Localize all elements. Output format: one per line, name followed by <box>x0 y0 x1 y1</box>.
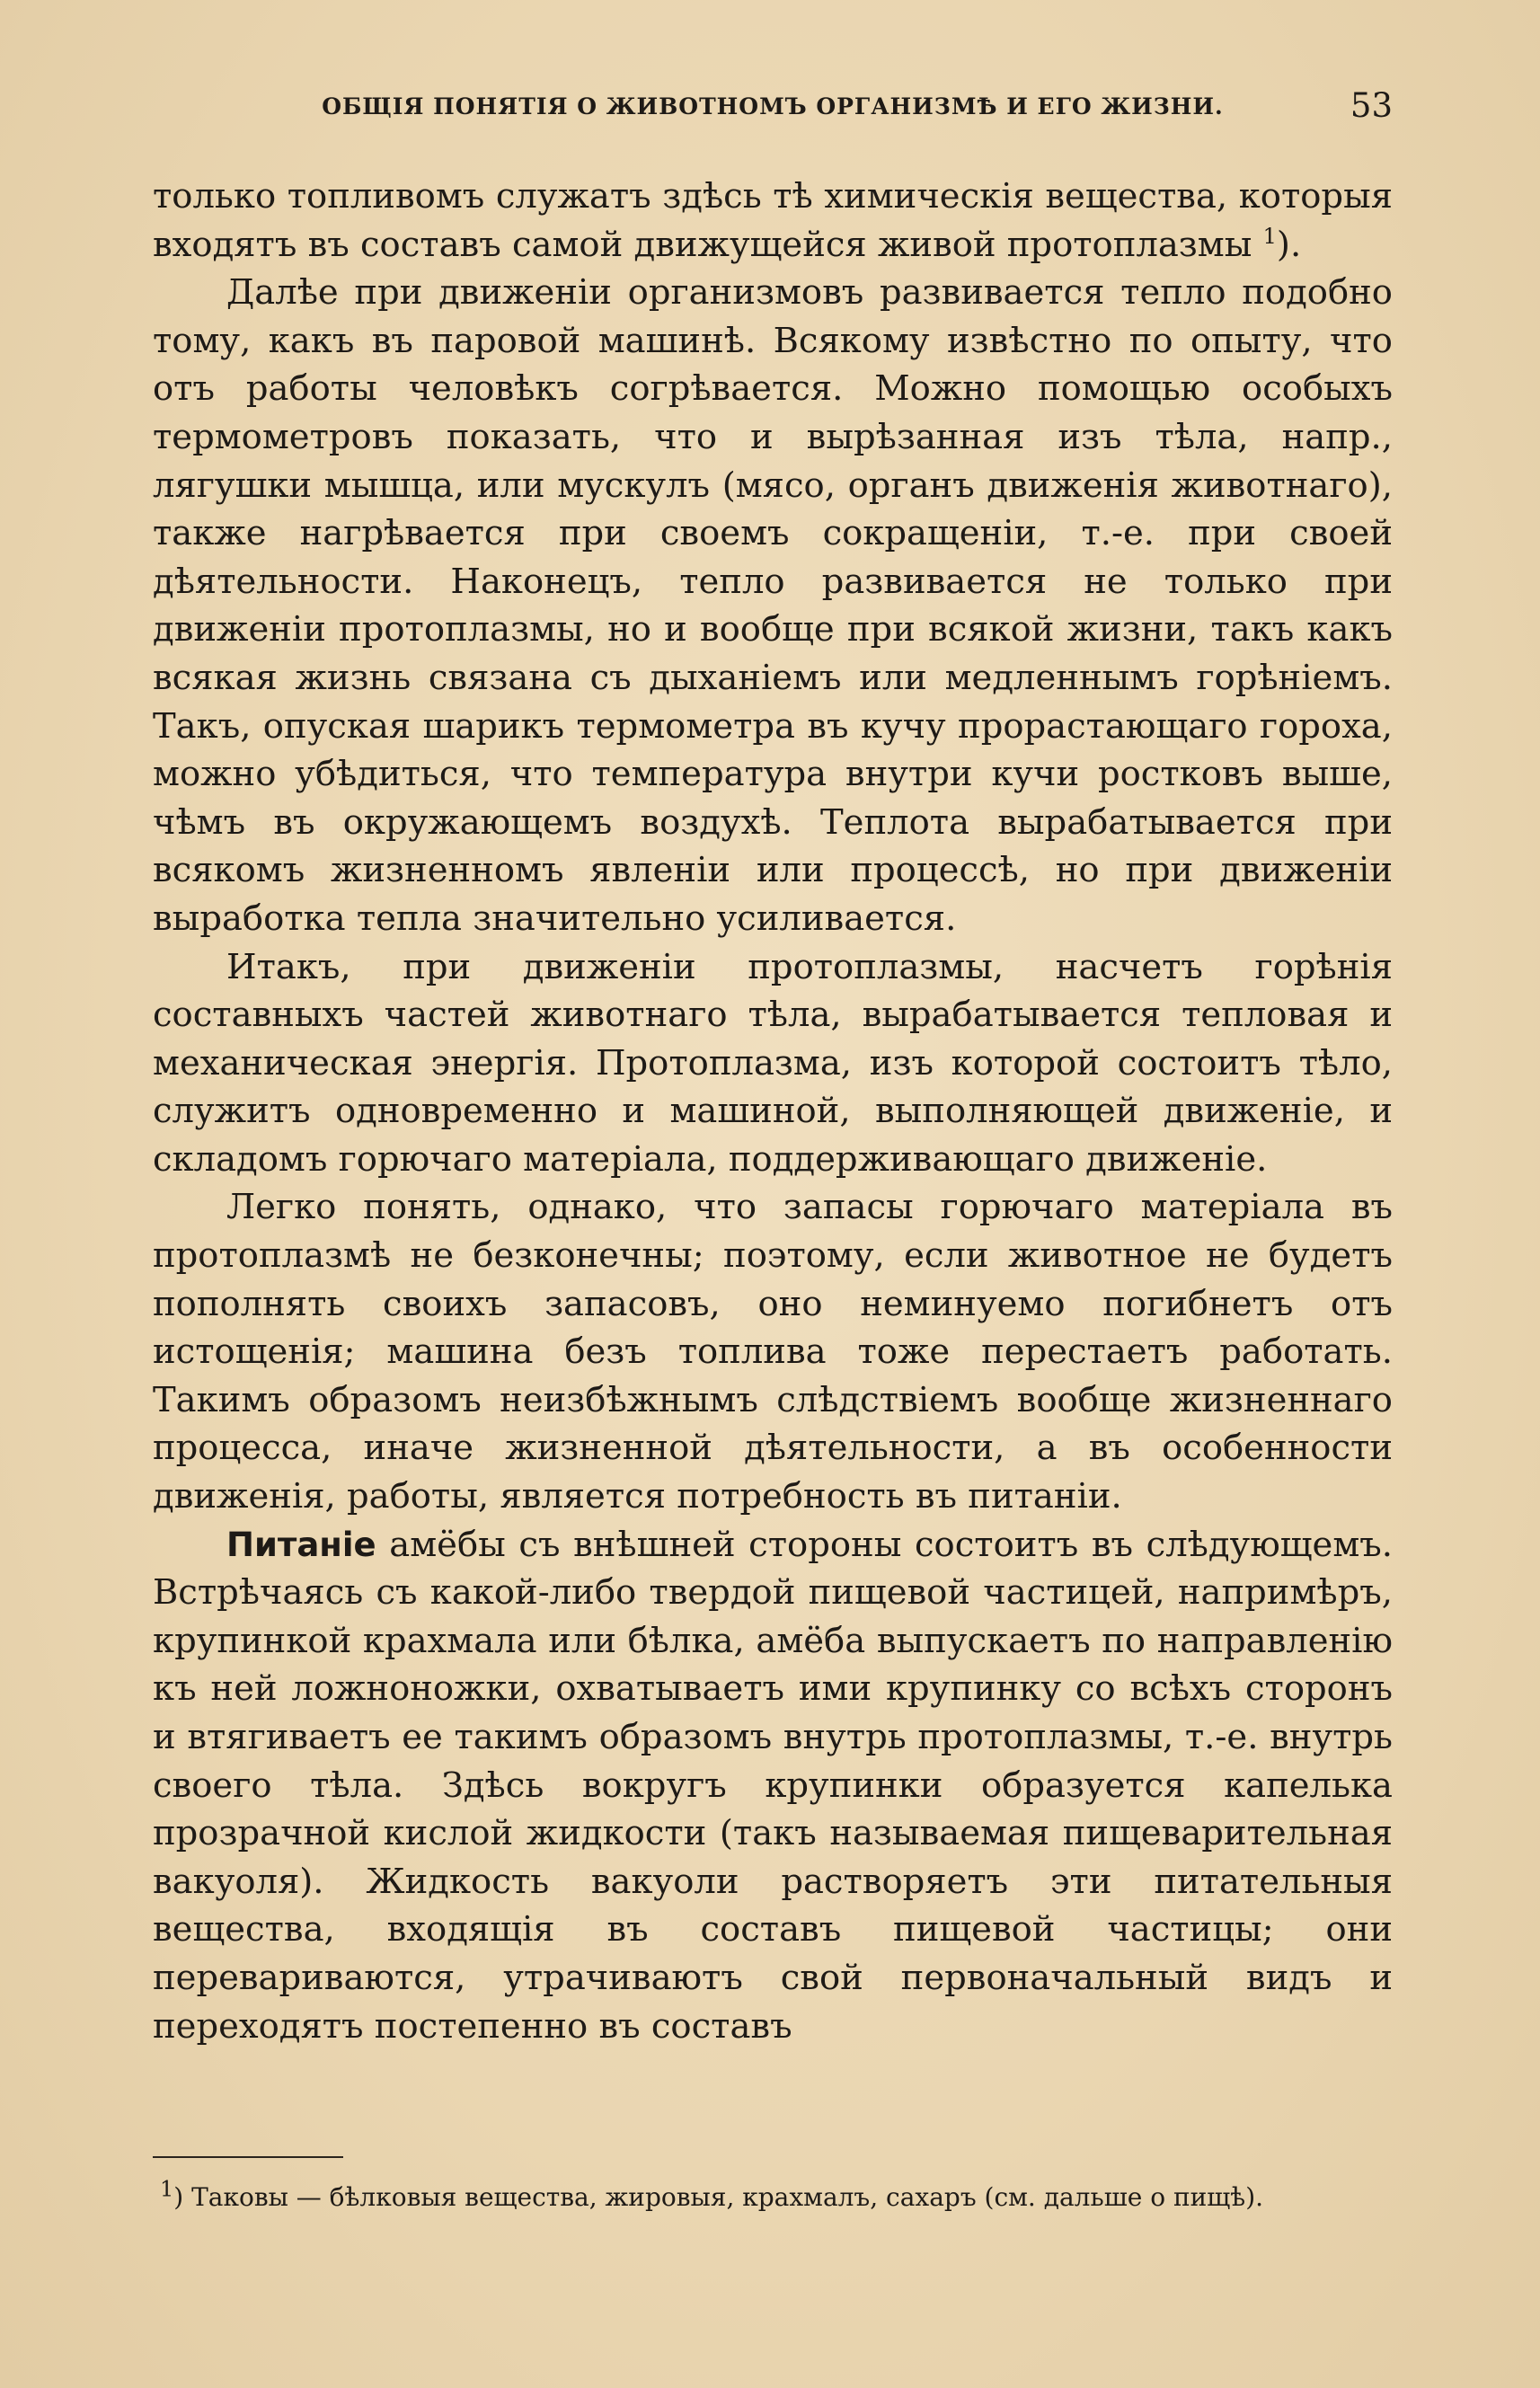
paragraph-3: Итакъ, при движеніи протоплазмы, насчетъ горѣнія составныхъ частей животнаго тѣла, вырабатывается тепловая и механическая энергія. Протоплазма, изъ которой состоитъ тѣло, служитъ одновременно и машиной, выполняющей движеніе, и складомъ горючаго матеріала, поддерживающаго движеніе. <box>153 946 1393 1180</box>
paragraph-5 <box>153 1521 1393 2051</box>
section-keyword: Питаніе <box>226 1525 376 1564</box>
footnote-reference: 1 <box>1262 223 1277 249</box>
footnote <box>160 2176 1400 2214</box>
paragraph-2: Далѣе при движеніи организмовъ развивается тепло подобно тому, какъ въ паровой машинѣ. Всякому извѣстно по опыту, что отъ работы человѣкъ согрѣвается. Можно помощью особыхъ термометровъ показать, что и вырѣзанная изъ тѣла, напр., лягушки мышца, или мускулъ (мясо, органъ движенія животнаго), также нагрѣвается при своемъ сокращеніи, т.-е. при своей дѣятельности. Наконецъ, тепло развивается не только при движеніи протоплазмы, но и вообще при всякой жизни, такъ какъ всякая жизнь связана съ дыханіемъ или медленнымъ горѣніемъ. Такъ, опуская шарикъ термометра въ кучу прорастающаго гороха, можно убѣдиться, что температура внутри кучи ростковъ выше, чѣмъ въ окружающемъ воздухѣ. Теплота вырабатывается при всякомъ жизненномъ явленіи или процессѣ, но при движеніи выработка тепла значительно усиливается. <box>153 272 1393 939</box>
body-text <box>153 172 1393 2050</box>
footnote-marker: 1 <box>160 2176 174 2202</box>
paragraph-4: Легко понять, однако, что запасы горючаго матеріала въ протоплазмѣ не безконечны; поэтому, если животное не будетъ пополнять своихъ запасовъ, оно неминуемо погибнетъ отъ истощенія; машина безъ топлива тоже перестаетъ работать. Такимъ образомъ неизбѣжнымъ слѣдствіемъ вообще жизненнаго процесса, иначе жизненной дѣятельности, а въ особенности движенія, работы, является потребность въ питаніи. <box>153 1187 1393 1517</box>
paragraph-1-text: только топливомъ служатъ здѣсь тѣ химическія вещества, которыя входятъ въ составъ самой движущейся живой протоплазмы <box>153 176 1393 265</box>
footnote-text: ) Таковы — бѣлковыя вещества, жировыя, крахмалъ, сахаръ (см. дальше о пищѣ). <box>173 2182 1264 2212</box>
paragraph-1-end: ). <box>1276 224 1302 265</box>
paragraph-1 <box>153 172 1393 269</box>
paragraph-5-text: амёбы съ внѣшней стороны состоитъ въ слѣдующемъ. Встрѣчаясь съ какой-либо твердой пищевой частицей, напримѣръ, крупинкой крахмала или бѣлка, амёба выпускаетъ по направленію къ ней ложноножки, охватываетъ ими крупинку со всѣхъ сторонъ и втягиваетъ ее такимъ образомъ внутрь протоплазмы, т.-е. внутрь своего тѣла. Здѣсь вокругъ крупинки образуется капелька прозрачной кислой жидкости (такъ называемая пищеварительная вакуоля). Жидкость вакуоли растворяетъ эти питательныя вещества, входящія въ составъ пищевой частицы; они перевариваются, утрачиваютъ свой первоначальный видъ и переходятъ постепенно въ составъ <box>153 1524 1393 2047</box>
page-header <box>153 86 1393 131</box>
footnote-divider <box>153 2156 343 2158</box>
page-number: 53 <box>1350 86 1393 125</box>
running-head: ОБЩІЯ ПОНЯТІЯ О ЖИВОТНОМЪ ОРГАНИЗМѢ И ЕГО ЖИЗНИ. <box>322 93 1224 119</box>
